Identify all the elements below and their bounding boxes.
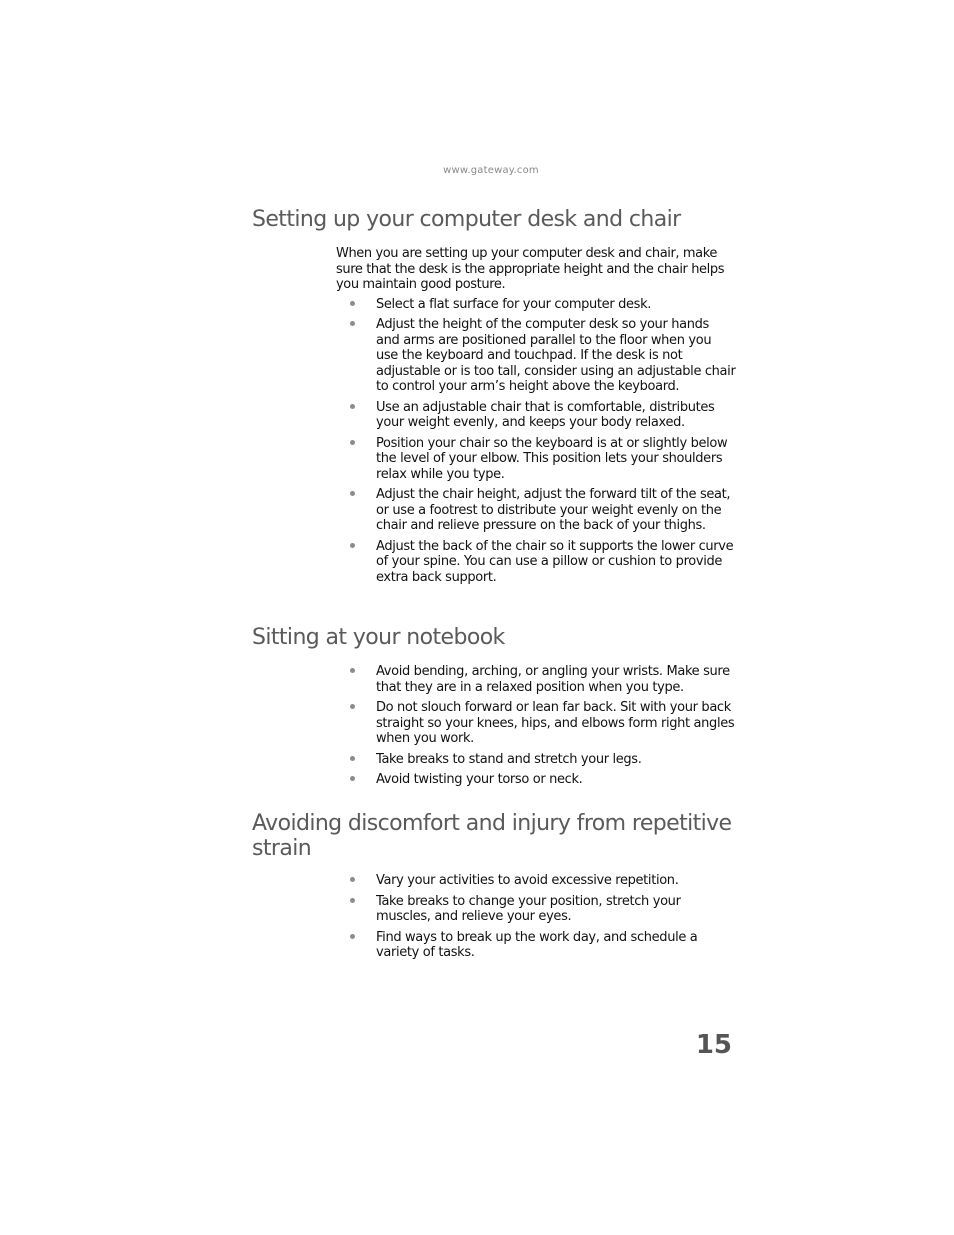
list-item <box>336 436 736 483</box>
list-item-text: Vary your activities to avoid excessive repetition. <box>376 873 679 888</box>
list-item <box>336 772 736 788</box>
list-item-text: Do not slouch forward or lean far back. Sit with your back straight so your knees, hips, and elbows form right angles when you work. <box>376 700 735 746</box>
bullet-icon <box>350 301 355 306</box>
list-item-text: Avoid bending, arching, or angling your wrists. Make sure that they are in a relaxed position when you type. <box>376 664 730 695</box>
list-item <box>336 487 736 534</box>
list-item-text: Select a flat surface for your computer desk. <box>376 296 652 312</box>
list-item-text: Avoid twisting your torso or neck. <box>376 772 583 787</box>
bullet-icon <box>350 704 355 709</box>
list-item-text: Adjust the chair height, adjust the forward tilt of the seat, or use a footrest to distribute your weight evenly on the chair and relieve pressure on the back of your thighs. <box>376 487 731 533</box>
list-item <box>336 400 736 431</box>
section-intro: When you are setting up your computer desk and chair, make sure that the desk is the appropriate height and the chair helps you maintain good posture. <box>336 246 725 292</box>
section-sitting-at-notebook <box>252 625 735 793</box>
list-item <box>336 894 736 925</box>
section-desk-and-chair <box>252 207 736 590</box>
bullet-list <box>336 873 736 961</box>
list-item-text: Take breaks to stand and stretch your legs. <box>376 751 642 767</box>
bullet-icon <box>350 934 355 939</box>
list-item-text: Find ways to break up the work day, and schedule a variety of tasks. <box>376 929 698 960</box>
bullet-icon <box>350 776 355 781</box>
list-item-text: Take breaks to change your position, stretch your muscles, and relieve your eyes. <box>376 893 681 924</box>
bullet-icon <box>350 321 355 326</box>
list-item-text: Position your chair so the keyboard is at or slightly below the level of your elbow. This position lets your shoulders relax while you type. <box>376 435 728 482</box>
section-title: Avoiding discomfort and injury from repetitive strain <box>252 811 732 861</box>
bullet-icon <box>350 404 355 409</box>
list-item <box>336 930 736 961</box>
list-item <box>336 317 736 395</box>
list-item-text: Adjust the height of the computer desk so your hands and arms are positioned parallel to the floor when you use the keyboard and touchpad. If the desk is not adjustable or is too tall, consider using an adjustable chair to control your arm’s height above the keyboard. <box>376 317 736 394</box>
list-item <box>336 873 736 889</box>
list-item <box>336 297 736 313</box>
bullet-list <box>336 297 736 586</box>
bullet-icon <box>350 877 355 882</box>
bullet-icon <box>350 668 355 673</box>
section-repetitive-strain <box>252 811 732 966</box>
bullet-icon <box>350 898 355 903</box>
bullet-icon <box>350 756 355 761</box>
list-item <box>336 664 736 695</box>
section-title: Setting up your computer desk and chair <box>252 207 681 232</box>
bullet-icon <box>350 440 355 445</box>
list-item-text: Use an adjustable chair that is comfortable, distributes your weight evenly, and keeps your body relaxed. <box>376 399 715 430</box>
list-item <box>336 700 736 747</box>
list-item-text: Adjust the back of the chair so it supports the lower curve of your spine. You can use a pillow or cushion to provide extra back support. <box>376 538 734 585</box>
page-number: 15 <box>695 1030 732 1060</box>
bullet-icon <box>350 491 355 496</box>
list-item <box>336 539 736 586</box>
bullet-list <box>336 664 736 788</box>
list-item <box>336 752 736 768</box>
bullet-icon <box>350 543 355 548</box>
section-title: Sitting at your notebook <box>252 625 505 650</box>
header-url: www.gateway.com <box>443 165 539 176</box>
